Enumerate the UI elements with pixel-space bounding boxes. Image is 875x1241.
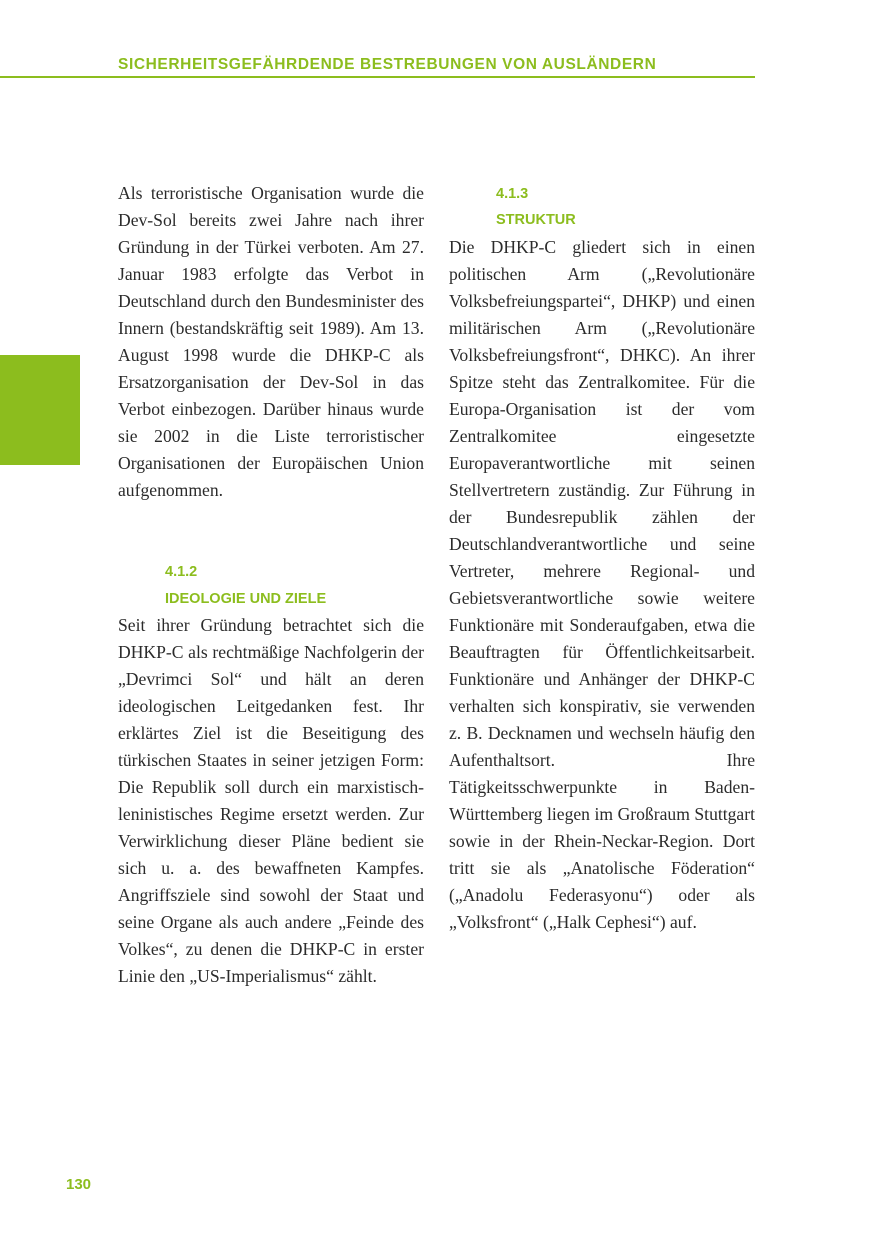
page-number: 130 [66,1176,92,1193]
section-413-number: 4.1.3 [496,186,529,202]
section-413-body: Die DHKP-C gliedert sich in einen politischen Arm („Revolutionäre Volksbefreiungspartei“, DHKP) und einen militärischen Arm („Revolutionäre Volksbefreiungsfront“, DHKC). An ihrer Spitze steht das Zentralkomitee. Für die Europa-Organisation ist der vom Zentralkomitee eingesetzte Europaverantwortliche mit seinen Stellvertretern zuständig. Zur Führung in der Bundesrepublik zählen der Deutschlandverantwortliche und seine Vertreter, mehrere Regional- und Gebietsverantwortliche sowie weitere Funktionäre mit Sonderaufgaben, etwa die Beauftragten für Öffentlichkeitsarbeit. Funktionäre und Anhänger der DHKP-C verhalten sich konspirativ, sie verwenden z. B. Decknamen und wechseln häufig den Aufenthaltsort. Ihre Tätigkeitsschwerpunkte in Baden-Württemberg liegen im Großraum Stuttgart sowie in der Rhein-Neckar-Region. Dort tritt sie als „Anatolische Föderation“ („Anadolu Federasyonu“) oder als „Volksfront“ („Halk Cephesi“) auf. [449,237,755,932]
section-412-number: 4.1.2 [165,564,198,580]
section-413-title: STRUKTUR [496,212,576,228]
running-head-title: SICHERHEITSGEFÄHRDENDE BESTREBUNGEN VON AUSLÄNDERN [118,56,657,73]
chapter-side-tab [0,355,80,465]
section-413-column [449,234,755,936]
intro-paragraph: Als terroristische Organisation wurde die Dev-Sol bereits zwei Jahre nach ihrer Gründung in der Türkei verboten. Am 27. Januar 1983 erfolgte das Verbot in Deutschland durch den Bundesminister des Innern (bestandskräftig seit 1989). Am 13. August 1998 wurde die DHKP-C als Ersatzorganisation der Dev-Sol in das Verbot einbezogen. Darüber hinaus wurde sie 2002 in die Liste terroristischer Organisationen der Europäischen Union aufgenommen. [118,183,424,500]
section-412-column [118,612,424,990]
header-rule [0,76,755,78]
intro-column [118,180,424,504]
section-412-title: IDEOLOGIE UND ZIELE [165,591,327,607]
section-412-body: Seit ihrer Gründung betrachtet sich die DHKP-C als rechtmäßige Nachfolgerin der „Devrimci Sol“ und hält an deren ideologischen Leitgedanken fest. Ihr erklärtes Ziel ist die Beseitigung des türkischen Staates in seiner jetzigen Form: Die Republik soll durch ein marxistisch-leninistisches Regime ersetzt werden. Zur Verwirklichung dieser Pläne bedient sie sich u. a. des bewaffneten Kampfes. Angriffsziele sind sowohl der Staat und seine Organe als auch andere „Feinde des Volkes“, zu denen die DHKP-C in erster Linie den „US-Imperialismus“ zählt. [118,615,424,986]
